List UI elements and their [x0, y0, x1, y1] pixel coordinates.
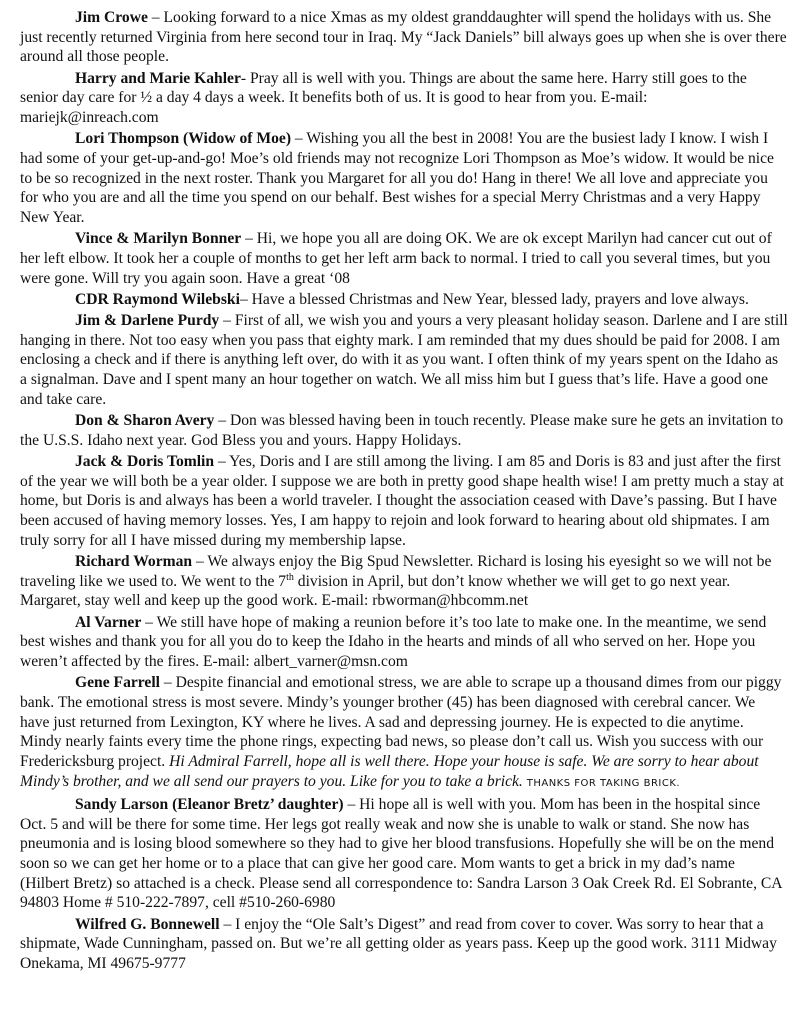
entry-separator: – — [239, 290, 252, 308]
entry-text: Hi hope all is well with you. Mom has been in the hospital since Oct. 5 and will be there for some time. Her legs got really weak and now she is unable to walk or stand. She now has pneumonia and is losing blood somewhere so they had to give her blood transfusions. Hopefully she will be on the mend soon so we can get her home or to a place that can give her good care. Mom wants to get a brick in my dad’s name (Hilbert Bretz) so attached is a check. Please send all correspondence to: Sandra Larson 3 Oak Creek Rd. El Sobrante, CA 94803 Home # 510-222-7897, cell #510-260-6980 — [20, 795, 782, 912]
entry-text: Looking forward to a nice Xmas as my oldest granddaughter will spend the holidays with us. She just recently returned Virginia from here second tour in Iraq. My “Jack Daniels” bill always goes up when she is over there around all those people. — [20, 9, 787, 66]
entry-separator: – — [343, 795, 360, 813]
entry-separator: – — [219, 915, 236, 933]
letter-entry-tomlin — [20, 452, 788, 551]
entry-separator: – — [141, 613, 157, 631]
entry-text: Hi, we hope you all are doing OK. We are ok except Marilyn had cancer cut out of her left elbow. It took her a couple of months to get her left arm back to normal. I tried to call you several times, but you were gone. Will try you again soon. Have a great ‘08 — [20, 230, 772, 287]
letter-entry-crowe — [20, 8, 788, 67]
entry-separator: – — [241, 230, 257, 248]
entry-author: Al Varner — [75, 613, 142, 631]
ordinal-suffix: th — [286, 571, 294, 583]
entry-text: I enjoy the “Ole Salt’s Digest” and read from cover to cover. Was sorry to hear that a shipmate, Wade Cunningham, passed on. But we’re all getting older as years pass. Keep up the good work. 3111 Midway Onekama, MI 49675-9777 — [20, 915, 777, 973]
entry-author: Richard Worman — [75, 552, 193, 570]
entry-author: Jim & Darlene Purdy — [75, 312, 220, 330]
entry-author: Lori Thompson (Widow of Moe) — [75, 130, 292, 148]
entry-separator: - — [240, 69, 250, 87]
entry-text-continued: division in April, but don’t know whether we will get to go next year. Margaret, stay well and keep up the good work. E-mail: rbworman@hbcomm.net — [20, 572, 731, 610]
letter-entry-worman — [20, 552, 788, 611]
entry-separator: – — [160, 674, 176, 692]
letter-entry-avery — [20, 411, 788, 450]
entry-text: Pray all is well with you. Things are about the same here. Harry still goes to the senior day care for ½ a day 4 days a week. It benefits both of us. It is good to hear from you. E-mail: mariejk@inreach.com — [20, 69, 747, 127]
entry-author: Jack & Doris Tomlin — [75, 452, 215, 470]
entry-separator: – — [214, 412, 230, 430]
letter-entry-bonner — [20, 229, 788, 288]
entry-author: Sandy Larson (Eleanor Bretz’ daughter) — [75, 795, 344, 813]
entry-author: CDR Raymond Wilebski — [75, 290, 240, 308]
entry-author: Wilfred G. Bonnewell — [75, 915, 220, 933]
entry-separator: – — [214, 452, 230, 470]
letter-entry-larson — [20, 795, 788, 913]
handwritten-note: THANKS FOR TAKING BRICK. — [526, 777, 681, 789]
entry-author: Vince & Marilyn Bonner — [75, 230, 242, 248]
entry-author: Harry and Marie Kahler — [75, 69, 241, 87]
entry-author: Jim Crowe — [75, 9, 148, 26]
entry-separator: – — [192, 552, 208, 570]
entry-separator: – — [291, 130, 307, 148]
letter-entry-purdy — [20, 311, 788, 410]
letter-entry-bonnewell — [20, 915, 788, 974]
letter-entry-thompson — [20, 129, 788, 228]
entry-separator: – — [147, 9, 164, 26]
entry-separator: – — [219, 312, 235, 330]
letter-entry-varner — [20, 613, 788, 672]
entry-text: We always enjoy the Big Spud Newsletter. Richard is losing his eyesight so we will not be traveling like we used to. We went to the 7 — [20, 552, 772, 590]
letter-entry-farrell — [20, 673, 788, 793]
letter-entry-kahler — [20, 69, 788, 128]
entry-author: Gene Farrell — [75, 674, 161, 692]
editor-note: Hi Admiral Farrell, hope all is well there. Hope your house is safe. We are sorry to hear about Mindy’s brother, and we all send our prayers to you. Like for you to take a brick. — [20, 753, 759, 790]
entry-text: Wishing you all the best in 2008! You are the busiest lady I know. I wish I had some of your get-up-and-go! Moe’s old friends may not recognize Lori Thompson as Moe’s widow. It would be nice to be so recognized in the next roster. Thank you Margaret for all you do! Hang in there! We all love and appreciate you for who you are and all the time you spend on our behalf. Best wishes for a special Merry Christmas and a very Happy New Year. — [20, 130, 774, 227]
entry-text: Have a blessed Christmas and New Year, blessed lady, prayers and love always. — [251, 290, 749, 308]
entry-author: Don & Sharon Avery — [75, 412, 215, 430]
letter-entry-wilebski — [20, 290, 788, 310]
entry-text: Don was blessed having been in touch recently. Please make sure he gets an invitation to the U.S.S. Idaho next year. God Bless you and yours. Happy Holidays. — [20, 412, 784, 449]
entry-text: We still have hope of making a reunion before it’s too late to make one. In the meantime, we send best wishes and thank you for all you do to keep the Idaho in the hearts and minds of all who served on her. Hope you weren’t affected by the fires. E-mail: albert_varner@msn.com — [20, 613, 767, 670]
entry-text: First of all, we wish you and yours a very pleasant holiday season. Darlene and I are still hanging in there. Not too easy when you pass that eighty mark. I am reminded that my dues should be paid for 2008. I am enclosing a check and if there is anything left over, do with it as you want. I often think of my years spent on the Idaho as a signalman. Dave and I spent many an hour together on watch. We all miss him but I guess that’s life. Have a good one and take care. — [20, 312, 788, 408]
entry-text: Despite financial and emotional stress, we are able to scrape up a thousand dimes from our piggy bank. The emotional stress is most severe. Mindy’s younger brother (45) has been diagnosed with cerebral cancer. We have just returned from Lexington, KY where he lives. A sad and depressing journey. He is expected to die anytime. Mindy nearly faints every time the phone rings, expecting bad news, so please don’t call us. Wish you success with our Fredericksburg project. — [20, 674, 782, 771]
entry-text: Yes, Doris and I are still among the living. I am 85 and Doris is 83 and just after the first of the year we will both be a year older. I suppose we are both in pretty good shape health wise! I am pretty much a stay at home, but Doris is and always has been a world traveler. I thought the association ceased with Dave’s passing. But I have been accused of having memory losses. Yes, I am happy to rejoin and look forward to hearing about old shipmates. I am truly sorry for all I have missed during my membership lapse. — [20, 452, 784, 549]
